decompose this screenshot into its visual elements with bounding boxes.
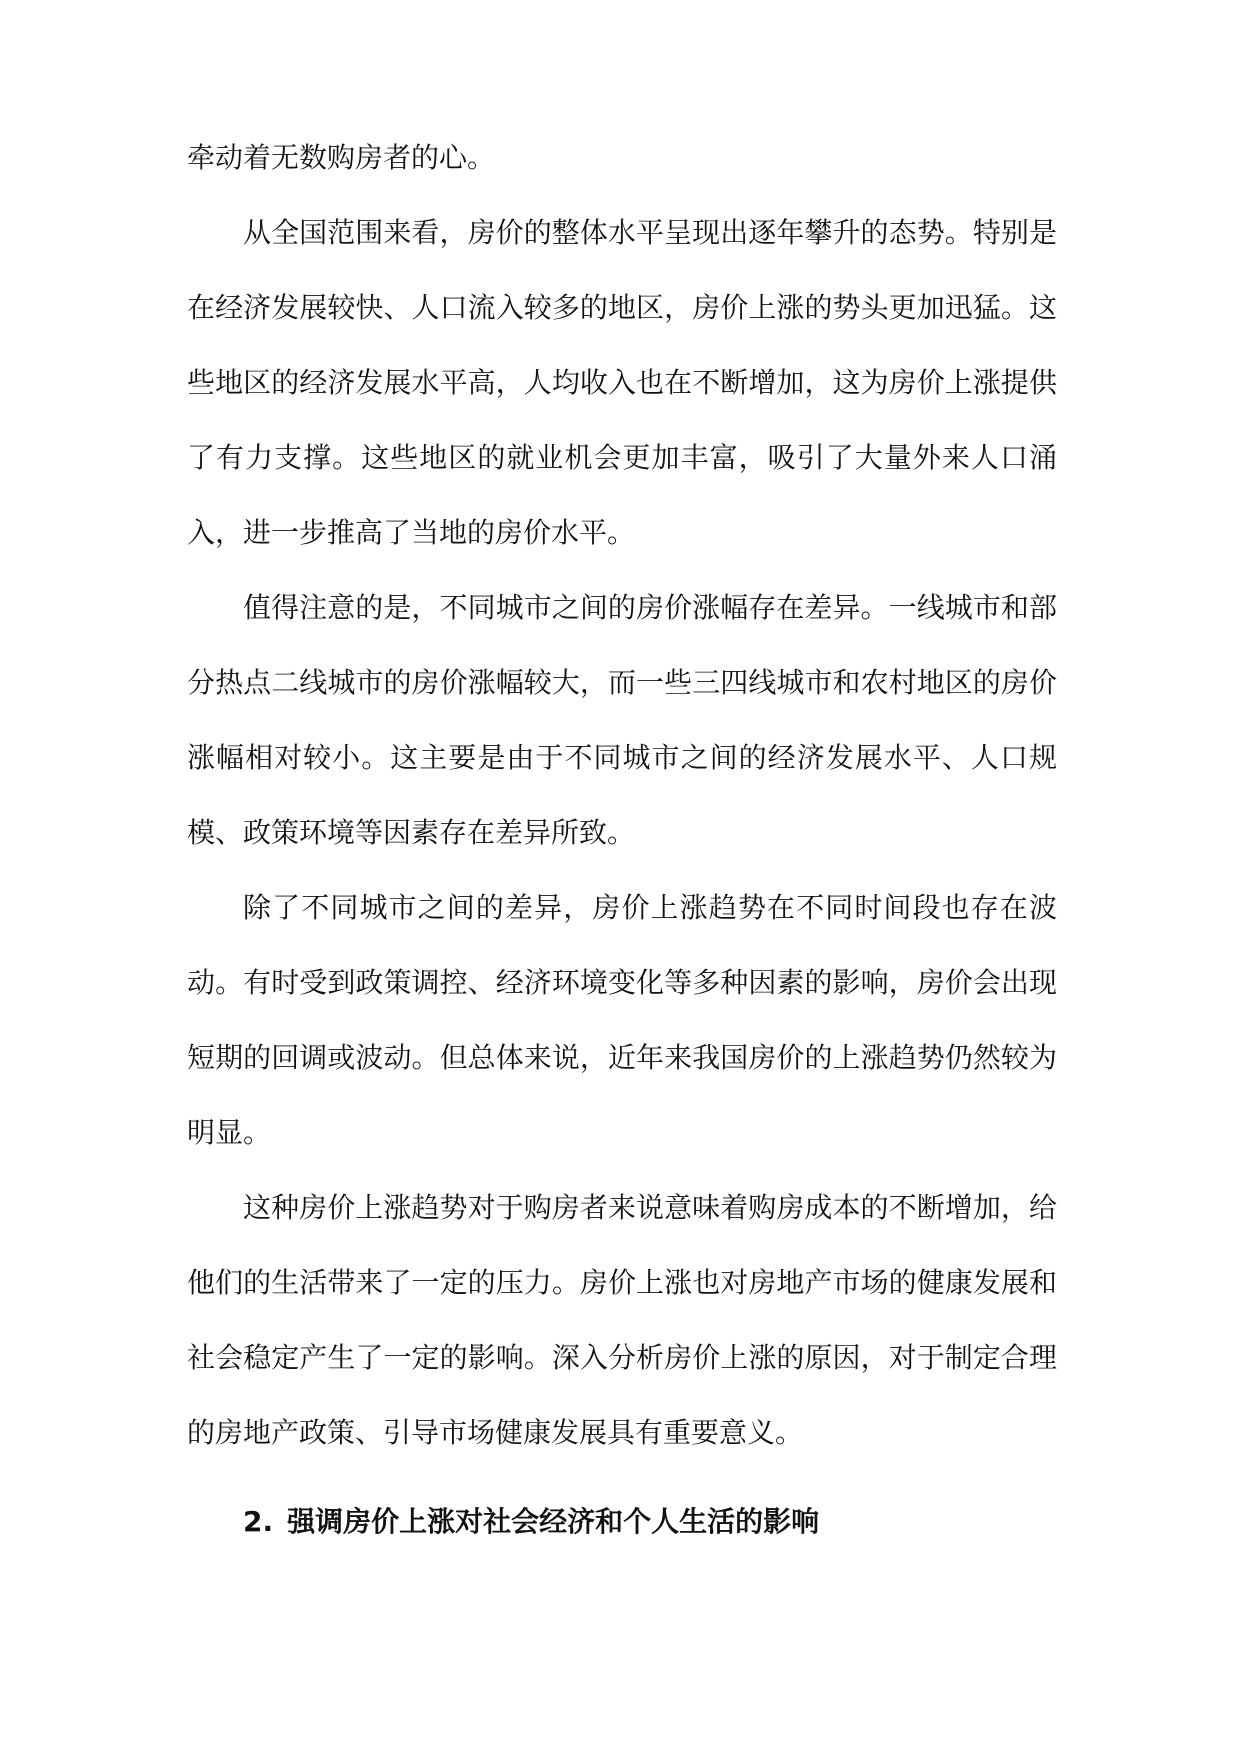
paragraph: 除了不同城市之间的差异，房价上涨趋势在不同时间段也存在波动。有时受到政策调控、经济环境变化等多种因素的影响，房价会出现短期的回调或波动。但总体来说，近年来我国房价的上涨趋势仍然较为明显。 <box>187 891 1057 1149</box>
paragraph-continuation: 牵动着无数购房者的心。 <box>187 141 496 174</box>
section-heading <box>243 1502 819 1542</box>
section-number: 2. <box>243 1505 274 1538</box>
body-text <box>187 120 1057 1470</box>
paragraph: 从全国范围来看，房价的整体水平呈现出逐年攀升的态势。特别是在经济发展较快、人口流入较多的地区，房价上涨的势头更加迅猛。这些地区的经济发展水平高，人均收入也在不断增加，这为房价上涨提供了有力支撑。这些地区的就业机会更加丰富，吸引了大量外来人口涌入，进一步推高了当地的房价水平。 <box>187 216 1057 549</box>
paragraph: 值得注意的是，不同城市之间的房价涨幅存在差异。一线城市和部分热点二线城市的房价涨幅较大，而一些三四线城市和农村地区的房价涨幅相对较小。这主要是由于不同城市之间的经济发展水平、人口规模、政策环境等因素存在差异所致。 <box>187 591 1057 849</box>
paragraph: 这种房价上涨趋势对于购房者来说意味着购房成本的不断增加，给他们的生活带来了一定的压力。房价上涨也对房地产市场的健康发展和社会稳定产生了一定的影响。深入分析房价上涨的原因，对于制定合理的房地产政策、引导市场健康发展具有重要意义。 <box>187 1191 1057 1449</box>
section-title: 强调房价上涨对社会经济和个人生活的影响 <box>287 1505 820 1538</box>
